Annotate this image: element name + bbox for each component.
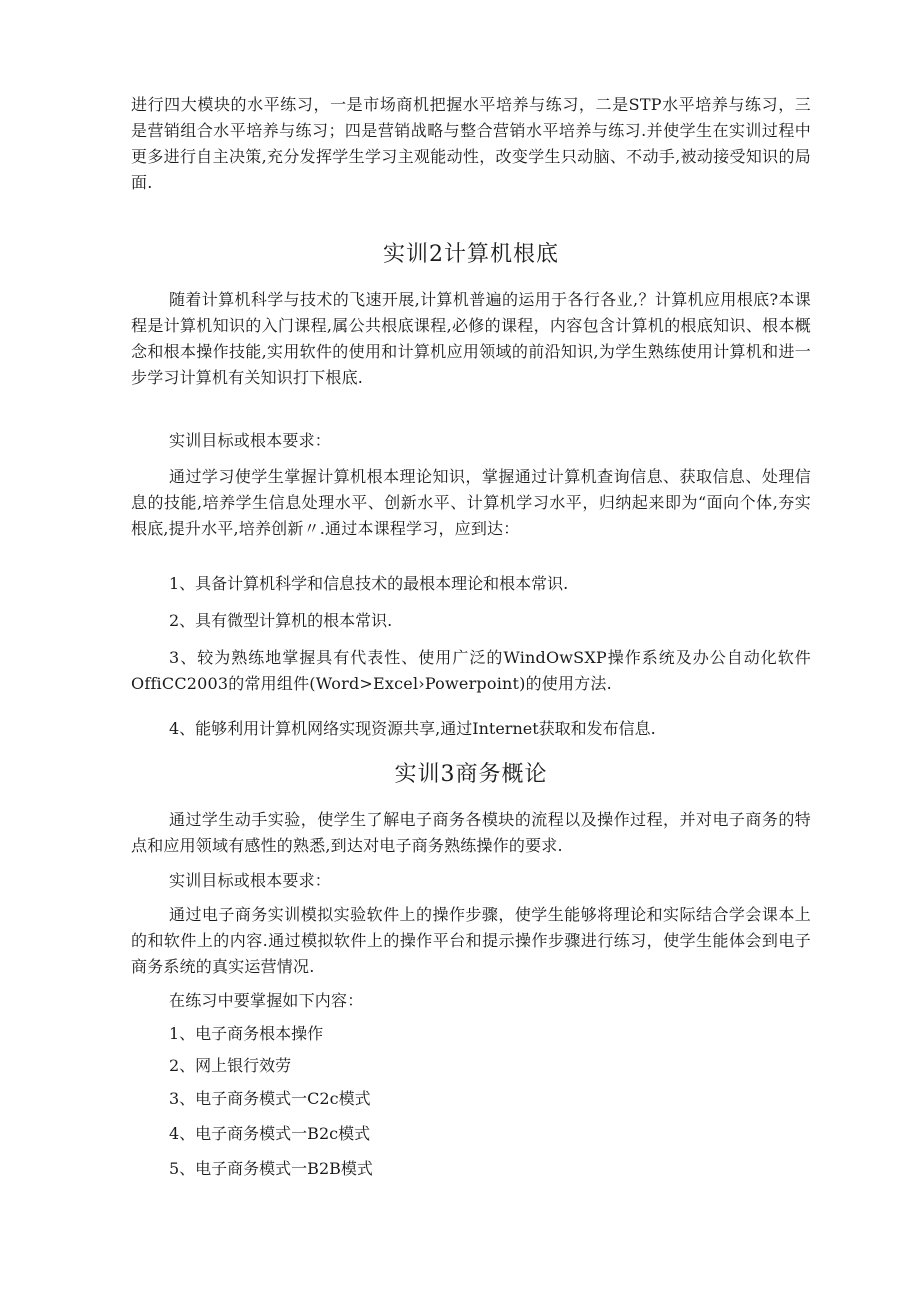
section-2-goal-label: 实训目标或根本要求： (169, 431, 332, 450)
section-3-goal-label: 实训目标或根本要求： (169, 871, 332, 890)
section-3-item-1: 1、电子商务根本操作 (169, 1024, 324, 1043)
section-3-title: 实训3商务概论 (394, 762, 548, 787)
section-3-description: 通过学生动手实验，使学生了解电子商务各模块的流程以及操作过程，并对电子商务的特点和应用领域有感性的熟悉,到达对电子商务熟练操作的要求. (131, 810, 811, 855)
section-3-item-3: 3、电子商务模式一C2c模式 (169, 1089, 371, 1108)
section-3-item-5: 5、电子商务模式一B2B模式 (169, 1159, 373, 1178)
section-2-goal-text: 通过学习使学生掌握计算机根本理论知识，掌握通过计算机查询信息、获取信息、处理信息的技能,培养学生信息处理水平、创新水平、计算机学习水平，归纳起来即为“面向个体,夯实根底,提升水平,培养创新〃.通过本课程学习，应到达： (131, 467, 811, 538)
section-2-item-3: 3、较为熟练地掌握具有代表性、使用广泛的WindOwSXP操作系统及办公自动化软件OffiCC2003的常用组件(Word>Excel›Powerpoint)的使用方法. (131, 648, 811, 693)
section-2-description: 随着计算机科学与技术的飞速开展,计算机普遍的运用于各行各业,？计算机应用根底?本课程是计算机知识的入门课程,属公共根底课程,必修的课程，内容包含计算机的根底知识、根本概念和根本操作技能,实用软件的使用和计算机应用领域的前沿知识,为学生熟练使用计算机和进一步学习计算机有关知识打下根底. (131, 290, 811, 387)
section-2-item-1: 1、具备计算机科学和信息技术的最根本理论和根本常识. (169, 574, 569, 593)
section-2-item-2: 2、具有微型计算机的根本常识. (169, 611, 393, 630)
intro-paragraph: 进行四大模块的水平练习，一是市场商机把握水平培养与练习，二是STP水平培养与练习，三是营销组合水平培养与练习；四是营销战略与整合营销水平培养与练习.并使学生在实训过程中更多进行自主决策,充分发挥学生学习主观能动性，改变学生只动脑、不动手,被动接受知识的局面. (131, 95, 811, 192)
section-3-goal-text: 通过电子商务实训模拟实验软件上的操作步骤，使学生能够将理论和实际结合学会课本上的和软件上的内容.通过模拟软件上的操作平台和提示操作步骤进行练习，使学生能体会到电子商务系统的真实运营情况. (131, 905, 811, 976)
section-2-title: 实训2计算机根底 (383, 242, 559, 267)
section-3-item-2: 2、网上银行效劳 (169, 1056, 292, 1075)
section-3-practice-label: 在练习中要掌握如下内容： (169, 991, 364, 1010)
section-3-item-4: 4、电子商务模式一B2c模式 (169, 1124, 371, 1143)
section-2-item-4: 4、能够利用计算机网络实现资源共享,通过Internet获取和发布信息. (169, 719, 656, 738)
